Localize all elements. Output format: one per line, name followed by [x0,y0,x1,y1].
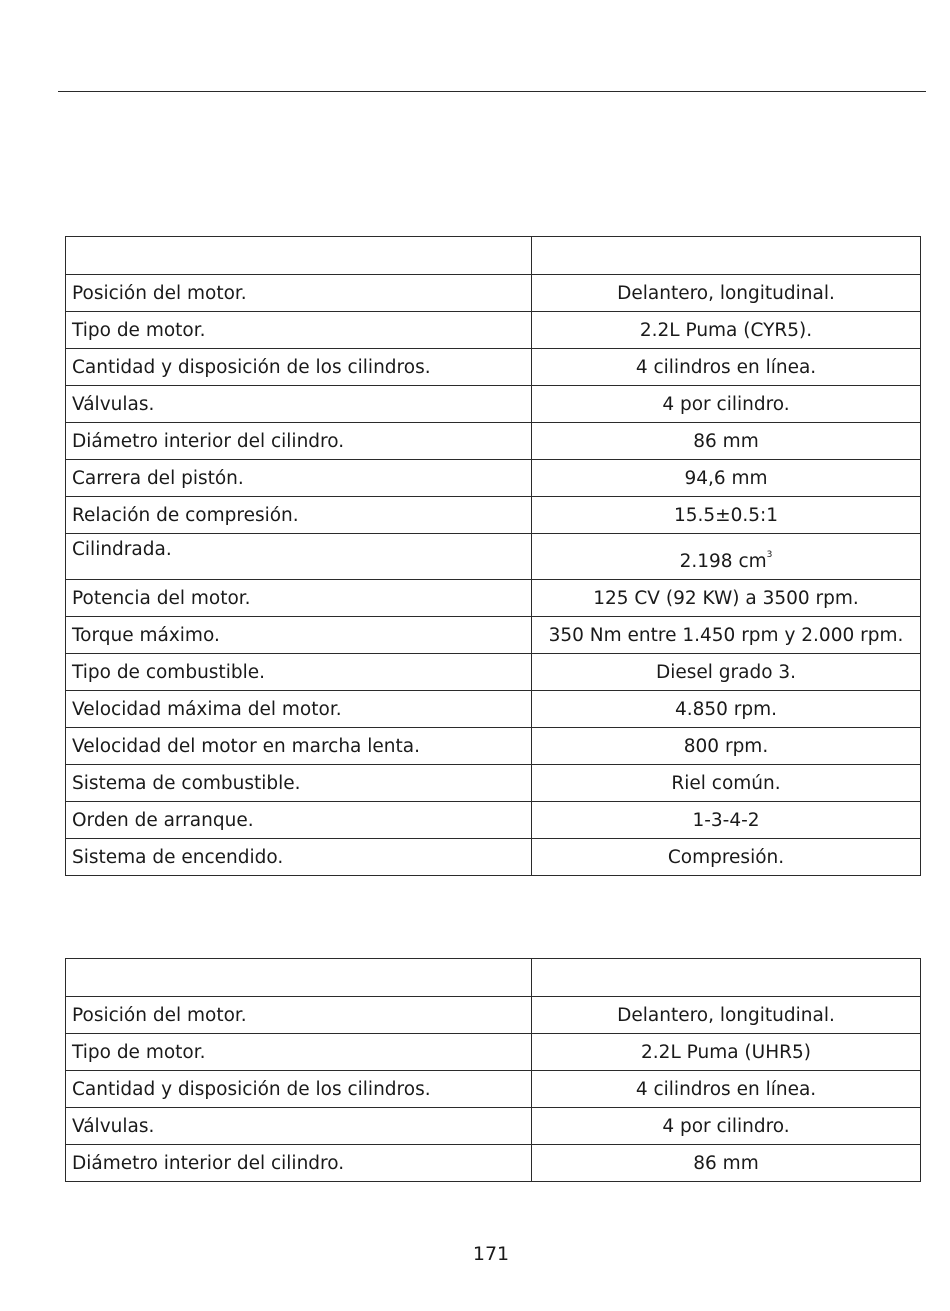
engine-spec-table-cyr5 [65,236,921,876]
header-rule [58,91,926,92]
spec-label: Velocidad máxima del motor. [66,691,532,728]
table-row [66,386,921,423]
spec-label: Carrera del pistón. [66,460,532,497]
spec-label: Válvulas. [66,386,532,423]
table-row [66,580,921,617]
spec-value: 86 mm [532,1145,921,1182]
table-row [66,312,921,349]
table-row [66,654,921,691]
spec-label: Tipo de motor. [66,1034,532,1071]
spec-label: Tipo de combustible. [66,654,532,691]
header-cell-value [532,237,921,275]
spec-value: 94,6 mm [532,460,921,497]
spec-value: Compresión. [532,839,921,876]
spec-value: 86 mm [532,423,921,460]
spec-label: Válvulas. [66,1108,532,1145]
spec-value: 1-3-4-2 [532,802,921,839]
table-row [66,1145,921,1182]
spec-value: Riel común. [532,765,921,802]
table-row [66,275,921,312]
table-row [66,497,921,534]
table-row [66,617,921,654]
spec-label: Torque máximo. [66,617,532,654]
spec-label: Orden de arranque. [66,802,532,839]
engine-spec-table-uhr5 [65,958,921,1182]
header-cell-spec [66,237,532,275]
table-row [66,802,921,839]
spec-label: Cilindrada. [66,534,532,580]
spec-value: 4 por cilindro. [532,386,921,423]
spec-label: Posición del motor. [66,275,532,312]
spec-value: Delantero, longitudinal. [532,275,921,312]
displacement-value: 2.198 cm [679,551,767,572]
table-header-row [66,237,921,275]
spec-label: Diámetro interior del cilindro. [66,1145,532,1182]
table-row [66,460,921,497]
spec-value: 800 rpm. [532,728,921,765]
spec-value: Diesel grado 3. [532,654,921,691]
table-row [66,1071,921,1108]
spec-label: Diámetro interior del cilindro. [66,423,532,460]
spec-label: Sistema de combustible. [66,765,532,802]
spec-label: Velocidad del motor en marcha lenta. [66,728,532,765]
header-cell-value [532,959,921,997]
spec-label: Relación de compresión. [66,497,532,534]
table-row [66,534,921,580]
spec-value: 125 CV (92 KW) a 3500 rpm. [532,580,921,617]
spec-value: 4 por cilindro. [532,1108,921,1145]
spec-value: 4.850 rpm. [532,691,921,728]
spec-label: Posición del motor. [66,997,532,1034]
spec-value: Delantero, longitudinal. [532,997,921,1034]
spec-label: Cantidad y disposición de los cilindros. [66,1071,532,1108]
spec-label: Cantidad y disposición de los cilindros. [66,349,532,386]
spec-label: Tipo de motor. [66,312,532,349]
table-row [66,423,921,460]
table-row [66,691,921,728]
table-row [66,728,921,765]
table-row [66,1108,921,1145]
table-row [66,839,921,876]
table-row [66,349,921,386]
cubic-superscript: 3 [766,549,773,560]
table-row [66,765,921,802]
spec-value: 2.2L Puma (UHR5) [532,1034,921,1071]
spec-label: Sistema de encendido. [66,839,532,876]
spec-label: Potencia del motor. [66,580,532,617]
page-number: 171 [472,1243,510,1265]
spec-value: 2.2L Puma (CYR5). [532,312,921,349]
header-cell-spec [66,959,532,997]
spec-value: 4 cilindros en línea. [532,1071,921,1108]
table-row [66,997,921,1034]
spec-value: 15.5±0.5:1 [532,497,921,534]
spec-value-displacement [532,534,921,580]
table-row [66,1034,921,1071]
spec-value: 4 cilindros en línea. [532,349,921,386]
table-header-row [66,959,921,997]
spec-value: 350 Nm entre 1.450 rpm y 2.000 rpm. [532,617,921,654]
